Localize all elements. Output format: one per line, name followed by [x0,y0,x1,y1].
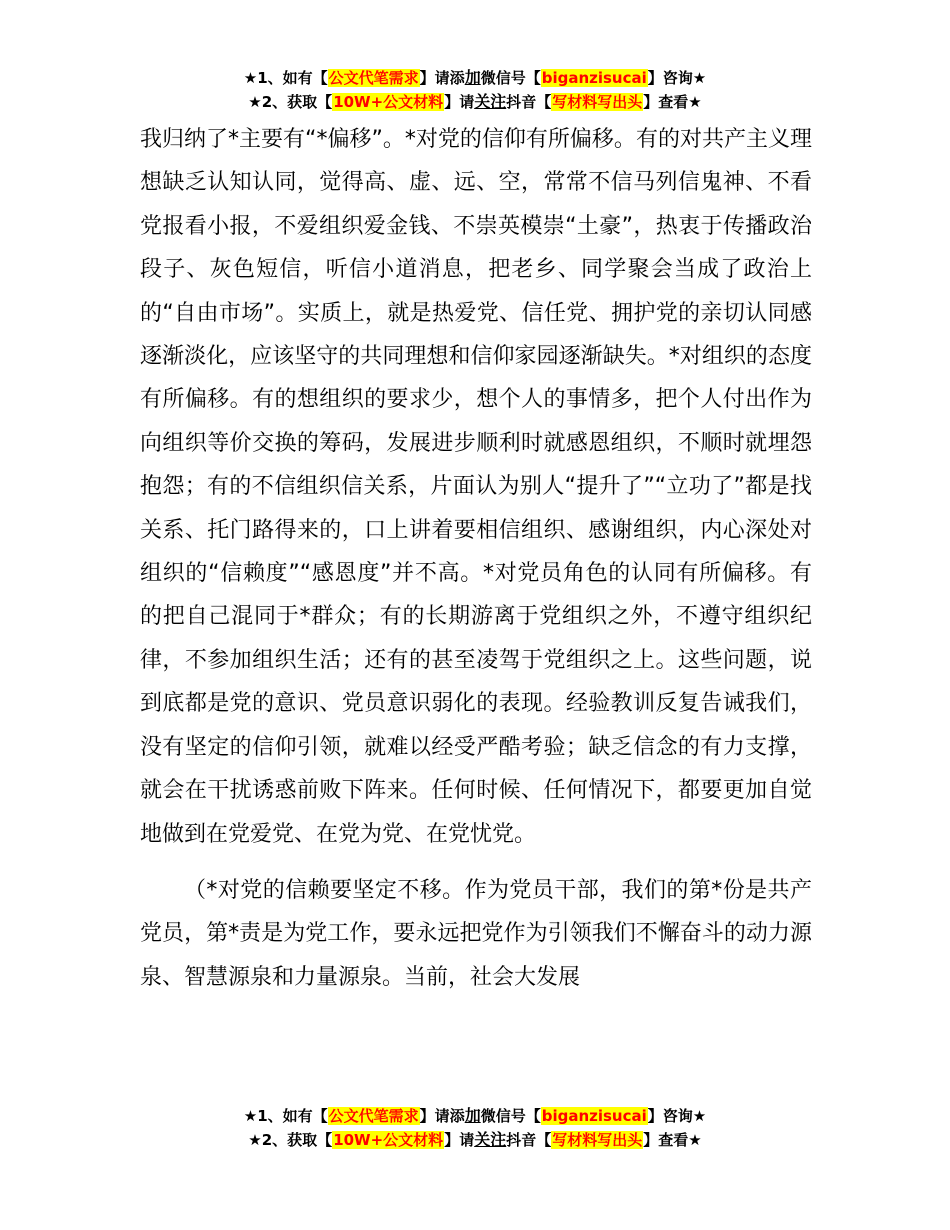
footer-line-2-suffix: 】查看★ [643,1131,702,1149]
footer-line-1-middle-2: 微信号【 [480,1107,541,1125]
footer-banner [0,1104,950,1152]
footer-line-2-middle-2: 抖音【 [506,1131,552,1149]
footer-line-2-middle: 】请 [444,1131,475,1149]
header-line-2-middle-2: 抖音【 [506,93,552,111]
body-paragraph-2: （*对党的信赖要坚定不移。作为党员干部，我们的第*份是共产党员，第*责是为党工作，要永远把党作为引领我们不懈奋斗的动力源泉、智慧源泉和力量源泉。当前，社会大发展 [140,877,812,990]
footer-line-1-middle: 】请添 [419,1107,465,1125]
header-line-1-underlined: 加 [464,68,481,87]
header-line-1-prefix: ★1、如有【 [243,69,328,87]
header-line-1-middle-2: 微信号【 [480,69,541,87]
header-line-2-highlight-materials: 10W+公文材料 [333,93,444,111]
footer-line-1-underlined: 加 [464,1106,481,1125]
footer-line-1-suffix: 】咨询★ [647,1107,707,1125]
header-line-1-highlight-service: 公文代笔需求 [328,69,419,87]
header-line-1-suffix: 】咨询★ [647,69,707,87]
header-line-2-highlight-douyin: 写材料写出头 [552,93,643,111]
header-line-1 [0,66,950,90]
footer-line-1-highlight-service: 公文代笔需求 [328,1107,419,1125]
document-body [140,118,812,999]
footer-line-2 [0,1128,950,1152]
header-banner [0,66,950,114]
header-line-2-suffix: 】查看★ [643,93,702,111]
header-line-2 [0,90,950,114]
header-line-1-highlight-wechat-id: biganzisucai [541,69,647,87]
footer-line-2-underlined: 关注 [474,1130,507,1149]
footer-line-1-highlight-wechat-id: biganzisucai [541,1107,647,1125]
footer-line-2-prefix: ★2、获取【 [248,1131,333,1149]
header-line-2-prefix: ★2、获取【 [248,93,333,111]
footer-line-2-highlight-materials: 10W+公文材料 [333,1131,444,1149]
footer-line-1 [0,1104,950,1128]
header-line-2-middle: 】请 [444,93,475,111]
footer-line-1-prefix: ★1、如有【 [243,1107,328,1125]
header-line-2-underlined: 关注 [474,92,507,111]
footer-line-2-highlight-douyin: 写材料写出头 [552,1131,643,1149]
body-paragraph-1: 我归纳了*主要有“*偏移”。*对党的信仰有所偏移。有的对共产主义理想缺乏认知认同，觉得高、虚、远、空，常常不信马列信鬼神、不看党报看小报，不爱组织爱金钱、不崇英模崇“土豪”，热衷于传播政治段子、灰色短信，听信小道消息，把老乡、同学聚会当成了政治上的“自由市场”。实质上，就是热爱党、信任党、拥护党的亲切认同感逐渐淡化，应该坚守的共同理想和信仰家园逐渐缺失。*对组织的态度有所偏移。有的想组织的要求少，想个人的事情多，把个人付出作为向组织等价交换的筹码，发展进步顺利时就感恩组织，不顺时就埋怨抱怨；有的不信组织信关系，片面认为别人“提升了”“立功了”都是找关系、托门路得来的，口上讲着要相信组织、感谢组织，内心深处对组织的“信赖度”“感恩度”并不高。*对党员角色的认同有所偏移。有的把自己混同于*群众；有的长期游离于党组织之外，不遵守组织纪律，不参加组织生活；还有的甚至凌驾于党组织之上。这些问题，说到底都是党的意识、党员意识弱化的表现。经验教训反复告诫我们，没有坚定的信仰引领，就难以经受严酷考验；缺乏信念的有力支撑，就会在干扰诱惑前败下阵来。任何时候、任何情况下，都要更加自觉地做到在党爱党、在党为党、在党忧党。 [140,127,812,847]
header-line-1-middle: 】请添 [419,69,465,87]
